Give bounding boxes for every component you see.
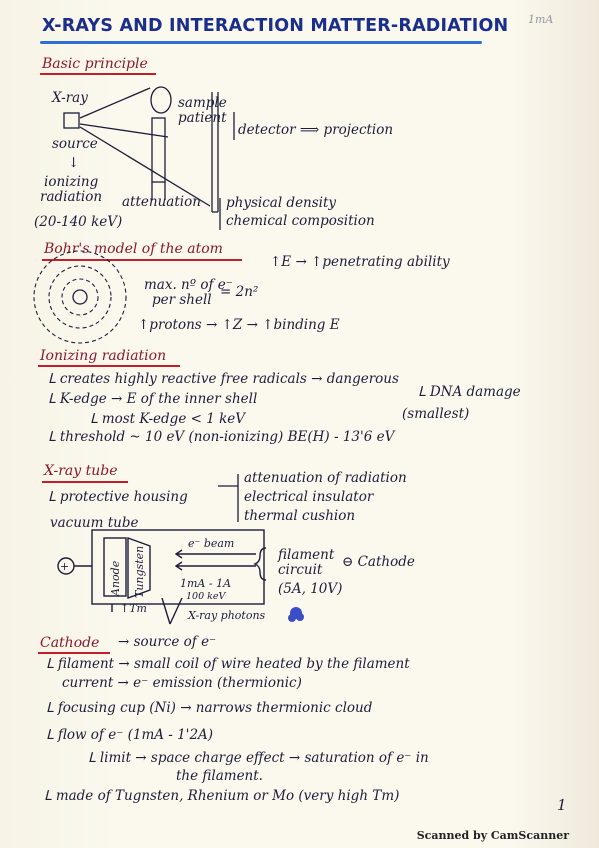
scribble-dot [288, 614, 296, 622]
xray-label: X-ray [52, 90, 88, 106]
cathode-line-2: ᒪ focusing cup (Ni) → narrows thermionic cloud [46, 700, 373, 716]
heading-xray-tube: X-ray tube [44, 463, 118, 479]
inner-shell [62, 279, 98, 315]
thermal-cushion: thermal cushion [244, 508, 356, 524]
energy-range: (20-140 keV) [34, 214, 123, 230]
tungsten-target [128, 538, 150, 598]
filament-specs: (5A, 10V) [278, 581, 343, 597]
bohr-atom-diagram [34, 251, 126, 343]
scribble-mark [288, 607, 304, 622]
nucleus [73, 290, 87, 304]
electrical-insulator: electrical insulator [244, 489, 374, 505]
photon-ray [170, 598, 182, 624]
shell-formula: = 2n² [220, 284, 259, 300]
cathode-line-5: ᒪ made of Tugnsten, Rhenium or Mo (very high Tm) [44, 788, 400, 804]
outer-shell [34, 251, 126, 343]
penetrating-ability: ↑E → ↑penetrating ability [270, 254, 450, 270]
ionizing-line-3: ᒪ K-edge → E of the inner shell [48, 391, 258, 407]
heading-bohr-model: Bohr's model of the atom [44, 241, 223, 257]
protective-housing: ᒪ protective housing [48, 489, 188, 505]
cathode-line-4: ᒪ limit → space charge effect → saturation of e⁻ in [88, 750, 429, 766]
sample-label: sample [178, 95, 227, 111]
patient-label: patient [178, 110, 227, 126]
corner-mark: 1mA [528, 13, 554, 26]
ionizing-line-5: ᒪ threshold ~ 10 eV (non-ionizing) BE(H) - 13'6 eV [48, 429, 395, 445]
per-shell: per shell [152, 292, 212, 308]
cathode-line-1b: current → e⁻ emission (thermionic) [62, 675, 302, 691]
protons-binding: ↑protons → ↑Z → ↑binding E [138, 317, 340, 333]
page-number: 1 [557, 796, 567, 814]
anode-block [104, 538, 126, 596]
radiation-label: radiation [40, 189, 103, 205]
page-title: X-RAYS AND INTERACTION MATTER-RADIATION [42, 16, 509, 36]
cathode-line-3: ᒪ flow of e⁻ (1mA - 1'2A) [46, 727, 214, 743]
down-arrow: ↓ [68, 155, 80, 171]
cathode-line-1: ᒪ filament → small coil of wire heated by the filament [46, 656, 410, 672]
electron-beam-label: e⁻ beam [188, 537, 235, 550]
tube-brackets [218, 474, 238, 522]
basic-principle-diagram [64, 87, 234, 230]
positive-terminal-circle [58, 558, 74, 574]
tube-current: 1mA - 1A [180, 577, 232, 590]
anode-label: Anode [109, 560, 122, 596]
xray-photons-label: X-ray photons [188, 609, 266, 622]
physical-density: physical density [226, 195, 337, 211]
ionizing-label: ionizing [44, 174, 99, 190]
detector-projection: detector ⟹ projection [238, 122, 394, 138]
xray-tube-diagram [58, 530, 266, 624]
xray-source-box [64, 113, 79, 128]
melting-temp: ↑Tm [120, 602, 147, 615]
photon-ray [162, 598, 170, 624]
scanner-watermark: Scanned by CamScanner [416, 829, 569, 842]
tungsten-label: Tungsten [133, 545, 146, 598]
ionizing-line-4: ᒪ most K-edge < 1 keV [90, 411, 246, 427]
max-electrons: max. nº of e⁻ [144, 277, 233, 293]
circuit-label: circuit [278, 562, 323, 578]
beam-line-top [80, 88, 150, 118]
source-label: source [52, 136, 98, 152]
cathode-label: ⊖ Cathode [342, 554, 415, 570]
scribble-dot [296, 613, 304, 621]
middle-shell [49, 266, 111, 328]
filament-label: filament [278, 547, 335, 563]
cathode-source: → source of e⁻ [118, 634, 217, 650]
attenuation-label: attenuation [122, 194, 201, 210]
chemical-composition: chemical composition [226, 213, 375, 229]
heading-ionizing-radiation: Ionizing radiation [40, 348, 167, 364]
vacuum-tube-label: vacuum tube [50, 515, 139, 531]
attenuation-of-radiation: attenuation of radiation [244, 470, 407, 486]
ionizing-line-1: ᒪ creates highly reactive free radicals → dangerous [48, 371, 399, 387]
tube-voltage: 100 keV [186, 591, 226, 602]
ionizing-line-4b: (smallest) [402, 406, 470, 422]
cathode-line-4b: the filament. [176, 768, 263, 784]
heading-basic-principle: Basic principle [42, 56, 148, 72]
heading-cathode: Cathode [40, 635, 100, 651]
beam-line-bottom [80, 127, 210, 206]
positive-terminal: + [60, 560, 70, 573]
sample-head [151, 87, 171, 113]
ionizing-line-2: ᒪ DNA damage [418, 384, 521, 400]
